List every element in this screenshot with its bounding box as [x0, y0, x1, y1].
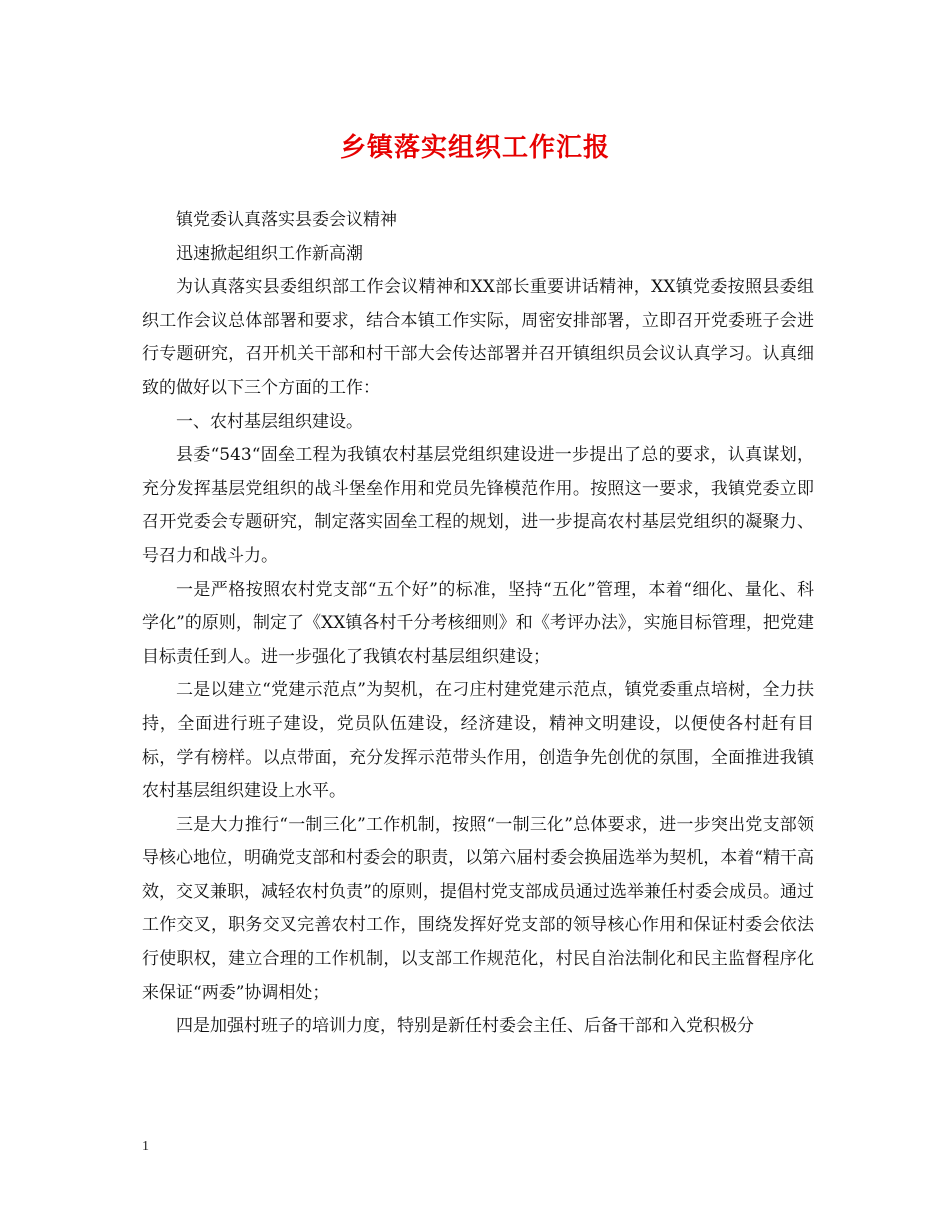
document-body [142, 204, 814, 1044]
paragraph-county-requirement: 县委“543“固垒工程为我镇农村基层党组织建设进一步提出了总的要求，认真谋划，充分发挥基层党组织的战斗堡垒作用和党员先锋模范作用。按照这一要求，我镇党委立即召开党委会专题研究，制定落实固垒工程的规划，进一步提高农村基层党组织的凝聚力、号召力和战斗力。 [142, 445, 814, 566]
paragraph-point-1: 一是严格按照农村党支部“五个好”的标准，坚持“五化”管理，本着“细化、量化、科学化”的原则，制定了《XX镇各村千分考核细则》和《考评办法》，实施目标管理，把党建目标责任到人。进一步强化了我镇农村基层组织建设； [142, 579, 814, 667]
paragraph-point-3: 三是大力推行“一制三化”工作机制，按照“一制三化”总体要求，进一步突出党支部领导核心地位，明确党支部和村委会的职责，以第六届村委会换届选举为契机，本着“精干高效，交叉兼职，减轻农村负责”的原则，提倡村党支部成员通过选举兼任村委会成员。通过工作交叉，职务交叉完善农村工作，围绕发挥好党支部的领导核心作用和保证村委会依法行使职权，建立合理的工作机制，以支部工作规范化，村民自治法制化和民主监督程序化来保证“两委”协调相处； [142, 814, 814, 1003]
paragraph-point-4: 四是加强村班子的培训力度，特别是新任村委会主任、后备干部和入党积极分 [176, 1016, 754, 1037]
subtitle-line-1: 镇党委认真落实县委会议精神 [176, 210, 397, 230]
paragraph-intro: 为认真落实县委组织部工作会议精神和XX部长重要讲话精神，XX镇党委按照县委组织工作会议总体部署和要求，结合本镇工作实际，周密安排部署，立即召开党委班子会进行专题研究，召开机关干部和村干部大会传达部署并召开镇组织员会议认真学习。认真细致的做好以下三个方面的工作： [142, 277, 814, 398]
document-title: 乡镇落实组织工作汇报 [339, 133, 610, 163]
paragraph-point-2: 二是以建立“党建示范点”为契机，在刁庄村建党建示范点，镇党委重点培树，全力扶持，全面进行班子建设，党员队伍建设，经济建设，精神文明建设，以便使各村赶有目标，学有榜样。以点带面，充分发挥示范带头作用，创造争先创优的氛围，全面推进我镇农村基层组织建设上水平。 [142, 680, 814, 802]
section-heading-1: 一、农村基层组织建设。 [176, 411, 363, 432]
subtitle-line-2: 迅速掀起组织工作新高潮 [176, 243, 363, 264]
page-number: 1 [142, 1139, 149, 1154]
